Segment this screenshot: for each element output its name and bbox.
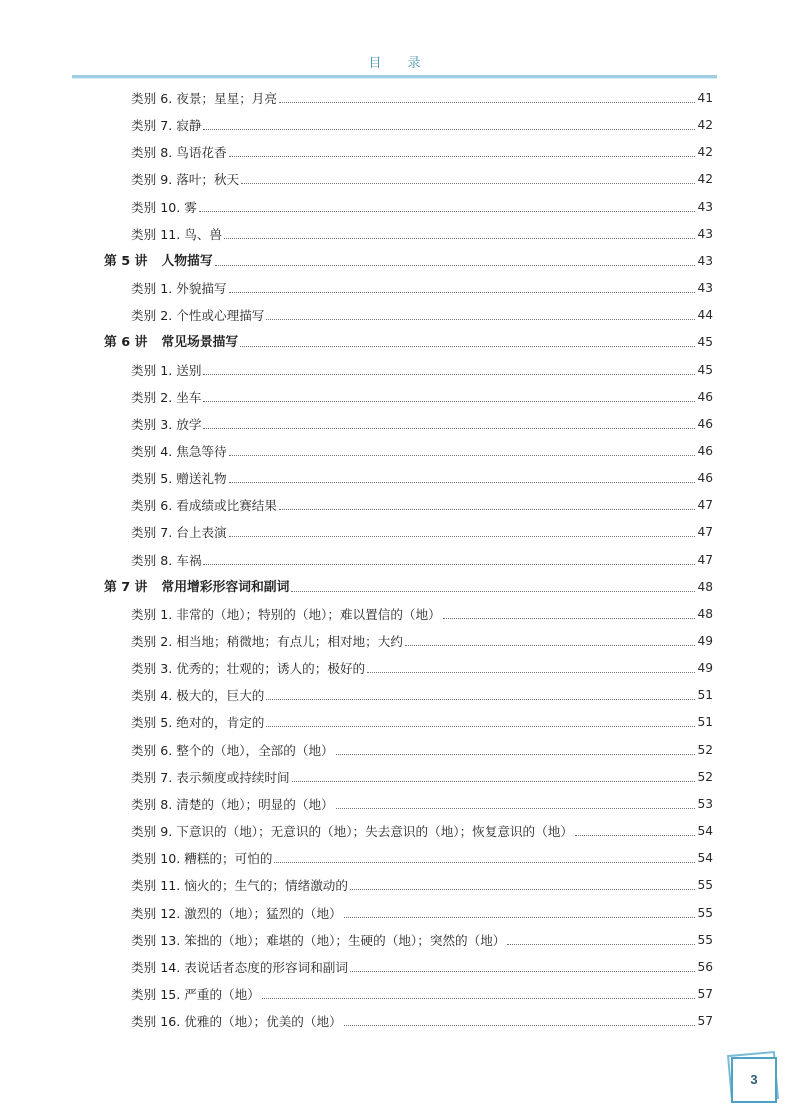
toc-entry-number: 类别 1. bbox=[131, 362, 173, 378]
toc-entry-number: 类别 16. bbox=[131, 1014, 181, 1030]
toc-entry-title: 整个的（地），全部的（地） bbox=[176, 742, 334, 758]
toc-page-number: 42 bbox=[697, 172, 713, 187]
dot-leader bbox=[575, 834, 696, 836]
toc-page-number: 52 bbox=[697, 769, 713, 784]
toc-entry-text bbox=[131, 905, 342, 922]
dot-leader bbox=[229, 481, 696, 483]
toc-entry-number: 类别 14. bbox=[131, 959, 181, 975]
toc-entry[interactable] bbox=[131, 494, 713, 514]
toc-entry-number: 类别 7. bbox=[131, 525, 173, 541]
toc-page-number: 48 bbox=[697, 579, 713, 594]
toc-page-number: 51 bbox=[697, 715, 713, 730]
dot-leader bbox=[344, 1024, 696, 1026]
toc-page-number: 51 bbox=[697, 688, 713, 703]
toc-entry-number: 类别 8. bbox=[131, 145, 173, 161]
toc-entry-title: 人物描写 bbox=[161, 253, 213, 269]
toc-entry-number: 类别 7. bbox=[131, 769, 173, 785]
toc-entry-text bbox=[131, 144, 227, 161]
toc-entry-number: 类别 4. bbox=[131, 688, 173, 704]
toc-entry-text bbox=[131, 823, 573, 840]
dot-leader bbox=[203, 563, 695, 565]
dot-leader bbox=[229, 155, 696, 157]
toc-entry-title: 常见场景描写 bbox=[161, 335, 239, 351]
dot-leader bbox=[199, 210, 696, 212]
dot-leader bbox=[266, 318, 695, 320]
toc-entry-title: 个性或心理描写 bbox=[176, 308, 265, 324]
toc-entry-title: 鸟、兽 bbox=[184, 226, 223, 242]
dot-leader bbox=[240, 345, 695, 347]
toc-entry-number: 类别 10. bbox=[131, 199, 181, 215]
toc-entry[interactable] bbox=[131, 87, 713, 107]
toc-entry-text bbox=[131, 90, 277, 107]
dot-leader bbox=[266, 698, 695, 700]
toc-page-number: 55 bbox=[697, 905, 713, 920]
dot-leader bbox=[229, 291, 696, 293]
toc-page-number: 48 bbox=[697, 606, 713, 621]
page-number: 3 bbox=[750, 1072, 758, 1087]
toc-entry-text bbox=[131, 226, 222, 243]
toc-entry-title: 寂静 bbox=[176, 118, 202, 134]
toc-chapter-entry[interactable] bbox=[104, 576, 713, 596]
toc-entry[interactable] bbox=[131, 684, 713, 704]
toc-entry-title: 下意识的（地）；无意识的（地）；失去意识的（地）；恢复意识的（地） bbox=[176, 824, 573, 839]
dot-leader bbox=[266, 725, 695, 727]
toc-entry-title: 优秀的；壮观的；诱人的；极好的 bbox=[176, 661, 366, 677]
toc-entry-number: 第 6 讲 bbox=[104, 335, 148, 351]
dot-leader bbox=[203, 128, 695, 130]
toc-entry-title: 车祸 bbox=[176, 552, 202, 568]
toc-page-number: 46 bbox=[697, 416, 713, 431]
toc-chapter-entry[interactable] bbox=[104, 250, 713, 270]
toc-entry-number: 类别 10. bbox=[131, 851, 181, 867]
dot-leader bbox=[292, 780, 696, 782]
toc-page-number: 43 bbox=[697, 199, 713, 214]
toc-chapter-entry[interactable] bbox=[104, 331, 713, 351]
dot-leader bbox=[336, 753, 696, 755]
toc-page-number: 47 bbox=[697, 525, 713, 540]
toc-entry[interactable] bbox=[131, 440, 713, 460]
toc-entry-text bbox=[131, 714, 264, 731]
toc-page-number: 47 bbox=[697, 552, 713, 567]
toc-entry-title: 常用增彩形容词和副词 bbox=[161, 579, 290, 595]
toc-page-number: 41 bbox=[697, 91, 713, 105]
toc-entry-text bbox=[131, 932, 505, 949]
toc-entry[interactable] bbox=[131, 168, 713, 188]
toc-entry-number: 类别 2. bbox=[131, 308, 173, 324]
toc-entry[interactable] bbox=[131, 820, 713, 840]
toc-entry-text bbox=[131, 633, 403, 650]
toc-entry-number: 类别 5. bbox=[131, 471, 173, 487]
toc-page-number: 55 bbox=[697, 932, 713, 947]
toc-entry-text bbox=[131, 742, 334, 759]
dot-leader bbox=[274, 861, 695, 863]
toc-page-number: 56 bbox=[697, 959, 713, 974]
toc-page-number: 43 bbox=[697, 253, 713, 268]
toc-page-number: 53 bbox=[697, 796, 713, 811]
toc-page-number: 49 bbox=[697, 661, 713, 676]
toc-entry[interactable] bbox=[131, 793, 713, 813]
toc-page-number: 42 bbox=[697, 118, 713, 133]
toc-entry-number: 类别 8. bbox=[131, 552, 173, 568]
toc-entry-title: 赠送礼物 bbox=[176, 471, 227, 487]
dot-leader bbox=[203, 400, 695, 402]
toc-entry-number: 类别 13. bbox=[131, 932, 181, 948]
dot-leader bbox=[405, 644, 696, 646]
toc-entry-title: 送别 bbox=[176, 362, 202, 378]
dot-leader bbox=[229, 454, 696, 456]
toc-page-number: 45 bbox=[697, 362, 713, 377]
dot-leader bbox=[367, 671, 695, 673]
dot-leader bbox=[203, 427, 695, 429]
toc-entry-number: 类别 8. bbox=[131, 796, 173, 812]
toc-entry[interactable] bbox=[131, 983, 713, 1003]
toc-page-number: 46 bbox=[697, 389, 713, 404]
toc-entry-title: 笨拙的（地）；难堪的（地）；生硬的（地）；突然的（地） bbox=[184, 932, 506, 948]
toc-entry[interactable] bbox=[131, 467, 713, 487]
toc-entry[interactable] bbox=[131, 929, 713, 949]
toc-entry-number: 类别 7. bbox=[131, 118, 173, 134]
toc-entry-text bbox=[131, 1013, 342, 1030]
toc-page-number: 55 bbox=[697, 878, 713, 893]
dot-leader bbox=[262, 997, 696, 999]
toc-entry-title: 糟糕的；可怕的 bbox=[184, 851, 273, 867]
toc-page-number: 47 bbox=[697, 498, 713, 513]
toc-entry[interactable] bbox=[131, 956, 713, 976]
toc-entry-text bbox=[131, 389, 201, 406]
toc-entry-number: 第 7 讲 bbox=[104, 579, 148, 595]
toc-page-number: 46 bbox=[697, 471, 713, 486]
toc-entry[interactable] bbox=[131, 902, 713, 922]
toc-page-number: 44 bbox=[697, 308, 713, 323]
toc-page-number: 57 bbox=[697, 986, 713, 1001]
dot-leader bbox=[344, 916, 696, 918]
toc-entry-text bbox=[131, 606, 441, 623]
toc-entry-title: 看成绩或比赛结果 bbox=[176, 498, 277, 514]
toc-entry-number: 类别 3. bbox=[131, 661, 173, 677]
dot-leader bbox=[229, 535, 696, 537]
toc-entry-text bbox=[131, 117, 201, 134]
toc-page-number: 43 bbox=[697, 281, 713, 295]
toc-entry-number: 类别 11. bbox=[131, 878, 181, 894]
toc-entry-text bbox=[131, 524, 227, 541]
toc-entry-text bbox=[131, 416, 201, 433]
toc-entry[interactable] bbox=[131, 277, 713, 297]
dot-leader bbox=[350, 970, 696, 972]
toc-entry-title: 焦急等待 bbox=[176, 443, 227, 459]
toc-entry-text bbox=[131, 687, 264, 704]
toc-page-number: 45 bbox=[697, 335, 713, 350]
toc-entry-text bbox=[131, 959, 348, 976]
toc-entry-title: 表示频度或持续时间 bbox=[176, 769, 290, 785]
toc-entry-text bbox=[131, 199, 197, 216]
toc-page-number: 43 bbox=[697, 226, 713, 241]
toc-entry[interactable] bbox=[131, 114, 713, 134]
toc-entry-title: 外貌描写 bbox=[176, 281, 227, 296]
toc-entry[interactable] bbox=[131, 223, 713, 243]
dot-leader bbox=[291, 590, 695, 592]
toc-entry-title: 绝对的，肯定的 bbox=[176, 715, 265, 731]
dot-leader bbox=[279, 101, 696, 103]
toc-entry-number: 类别 1. bbox=[131, 281, 173, 296]
toc-entry-number: 类别 11. bbox=[131, 226, 181, 242]
toc-entry-title: 相当地；稍微地；有点儿；相对地；大约 bbox=[176, 634, 403, 649]
dot-leader bbox=[224, 237, 695, 239]
toc-entry-number: 类别 9. bbox=[131, 172, 173, 188]
toc-entry-title: 激烈的（地）；猛烈的（地） bbox=[184, 905, 342, 921]
dot-leader bbox=[279, 508, 696, 510]
toc-entry-title: 恼火的；生气的；情绪激动的 bbox=[184, 878, 348, 894]
toc-entry-number: 类别 6. bbox=[131, 498, 173, 514]
toc-entry-title: 夜景；星星；月亮 bbox=[176, 91, 277, 106]
header-title: 目录 bbox=[368, 56, 447, 71]
toc-entry[interactable] bbox=[131, 657, 713, 677]
toc-entry-title: 落叶；秋天 bbox=[176, 172, 240, 188]
dot-leader bbox=[336, 807, 696, 809]
toc-entry[interactable] bbox=[131, 386, 713, 406]
toc-entry[interactable] bbox=[131, 847, 713, 867]
toc-page-number: 54 bbox=[697, 851, 713, 866]
toc-entry[interactable] bbox=[131, 874, 713, 894]
toc-entry-number: 类别 4. bbox=[131, 443, 173, 459]
toc-entry-text bbox=[131, 497, 277, 514]
toc-entry-number: 类别 6. bbox=[131, 742, 173, 758]
dot-leader bbox=[443, 617, 696, 619]
toc-entry-text bbox=[131, 280, 227, 297]
toc-entry-text bbox=[131, 986, 260, 1003]
toc-entry-text bbox=[131, 307, 264, 324]
toc-entry-title: 严重的（地） bbox=[184, 986, 260, 1002]
toc-page-number: 42 bbox=[697, 145, 713, 160]
toc-entry-text bbox=[131, 362, 201, 379]
toc-entry-number: 类别 2. bbox=[131, 389, 173, 405]
toc-entry[interactable] bbox=[131, 549, 713, 569]
toc-entry-number: 类别 5. bbox=[131, 715, 173, 731]
toc-entry[interactable] bbox=[131, 1010, 713, 1030]
toc-entry-text bbox=[131, 769, 290, 786]
dot-leader bbox=[203, 373, 695, 375]
toc-entry-title: 台上表演 bbox=[176, 525, 227, 541]
toc-entry[interactable] bbox=[131, 141, 713, 161]
toc-entry-title: 清楚的（地）；明显的（地） bbox=[176, 796, 334, 812]
toc-entry-text bbox=[104, 579, 289, 596]
toc-entry[interactable] bbox=[131, 521, 713, 541]
toc-page-number: 46 bbox=[697, 443, 713, 458]
toc-entry[interactable] bbox=[131, 711, 713, 731]
toc-entry-title: 雾 bbox=[184, 199, 197, 215]
dot-leader bbox=[507, 943, 695, 945]
dot-leader bbox=[215, 264, 696, 266]
toc-entry-text bbox=[131, 552, 201, 569]
page-number-badge bbox=[726, 1053, 778, 1105]
toc-page-number: 57 bbox=[697, 1014, 713, 1029]
toc-entry-text bbox=[131, 850, 272, 867]
toc-entry-number: 类别 15. bbox=[131, 986, 181, 1002]
toc-entry[interactable] bbox=[131, 739, 713, 759]
toc-entry-text bbox=[131, 443, 227, 460]
toc-entry-title: 优雅的（地）；优美的（地） bbox=[184, 1014, 342, 1030]
toc-entry-number: 类别 3. bbox=[131, 416, 173, 432]
toc-page-number: 54 bbox=[697, 824, 713, 838]
toc-entry-text bbox=[131, 470, 227, 487]
toc-entry-number: 类别 1. bbox=[131, 606, 173, 622]
toc-entry-number: 类别 12. bbox=[131, 905, 181, 921]
toc-entry-title: 极大的，巨大的 bbox=[176, 688, 265, 704]
dot-leader bbox=[241, 182, 695, 184]
toc-entry-text bbox=[131, 877, 348, 894]
toc-entry[interactable] bbox=[131, 413, 713, 433]
toc-entry[interactable] bbox=[131, 196, 713, 216]
toc-page-number: 52 bbox=[697, 742, 713, 757]
toc-entry-title: 坐车 bbox=[176, 389, 202, 405]
toc-page-number: 49 bbox=[697, 634, 713, 648]
toc-entry[interactable] bbox=[131, 304, 713, 324]
toc-entry-number: 类别 9. bbox=[131, 824, 173, 839]
toc-entry-title: 鸟语花香 bbox=[176, 145, 227, 161]
toc-entry-text bbox=[131, 660, 365, 677]
toc-entry-title: 表说话者态度的形容词和副词 bbox=[184, 959, 348, 975]
toc-entry-title: 放学 bbox=[176, 416, 202, 432]
toc-entry-text bbox=[131, 171, 239, 188]
toc-entry-number: 类别 6. bbox=[131, 91, 173, 106]
toc-entry[interactable] bbox=[131, 766, 713, 786]
toc-entry[interactable] bbox=[131, 603, 713, 623]
toc-entry-text bbox=[104, 253, 213, 270]
toc-entry-number: 第 5 讲 bbox=[104, 253, 148, 269]
toc-entry-title: 非常的（地）；特别的（地）；难以置信的（地） bbox=[176, 606, 441, 622]
dot-leader bbox=[350, 888, 696, 890]
toc-entry-number: 类别 2. bbox=[131, 634, 173, 649]
toc-entry[interactable] bbox=[131, 630, 713, 650]
toc-entry-text bbox=[104, 334, 238, 351]
toc-entry[interactable] bbox=[131, 359, 713, 379]
toc-entry-text bbox=[131, 796, 334, 813]
